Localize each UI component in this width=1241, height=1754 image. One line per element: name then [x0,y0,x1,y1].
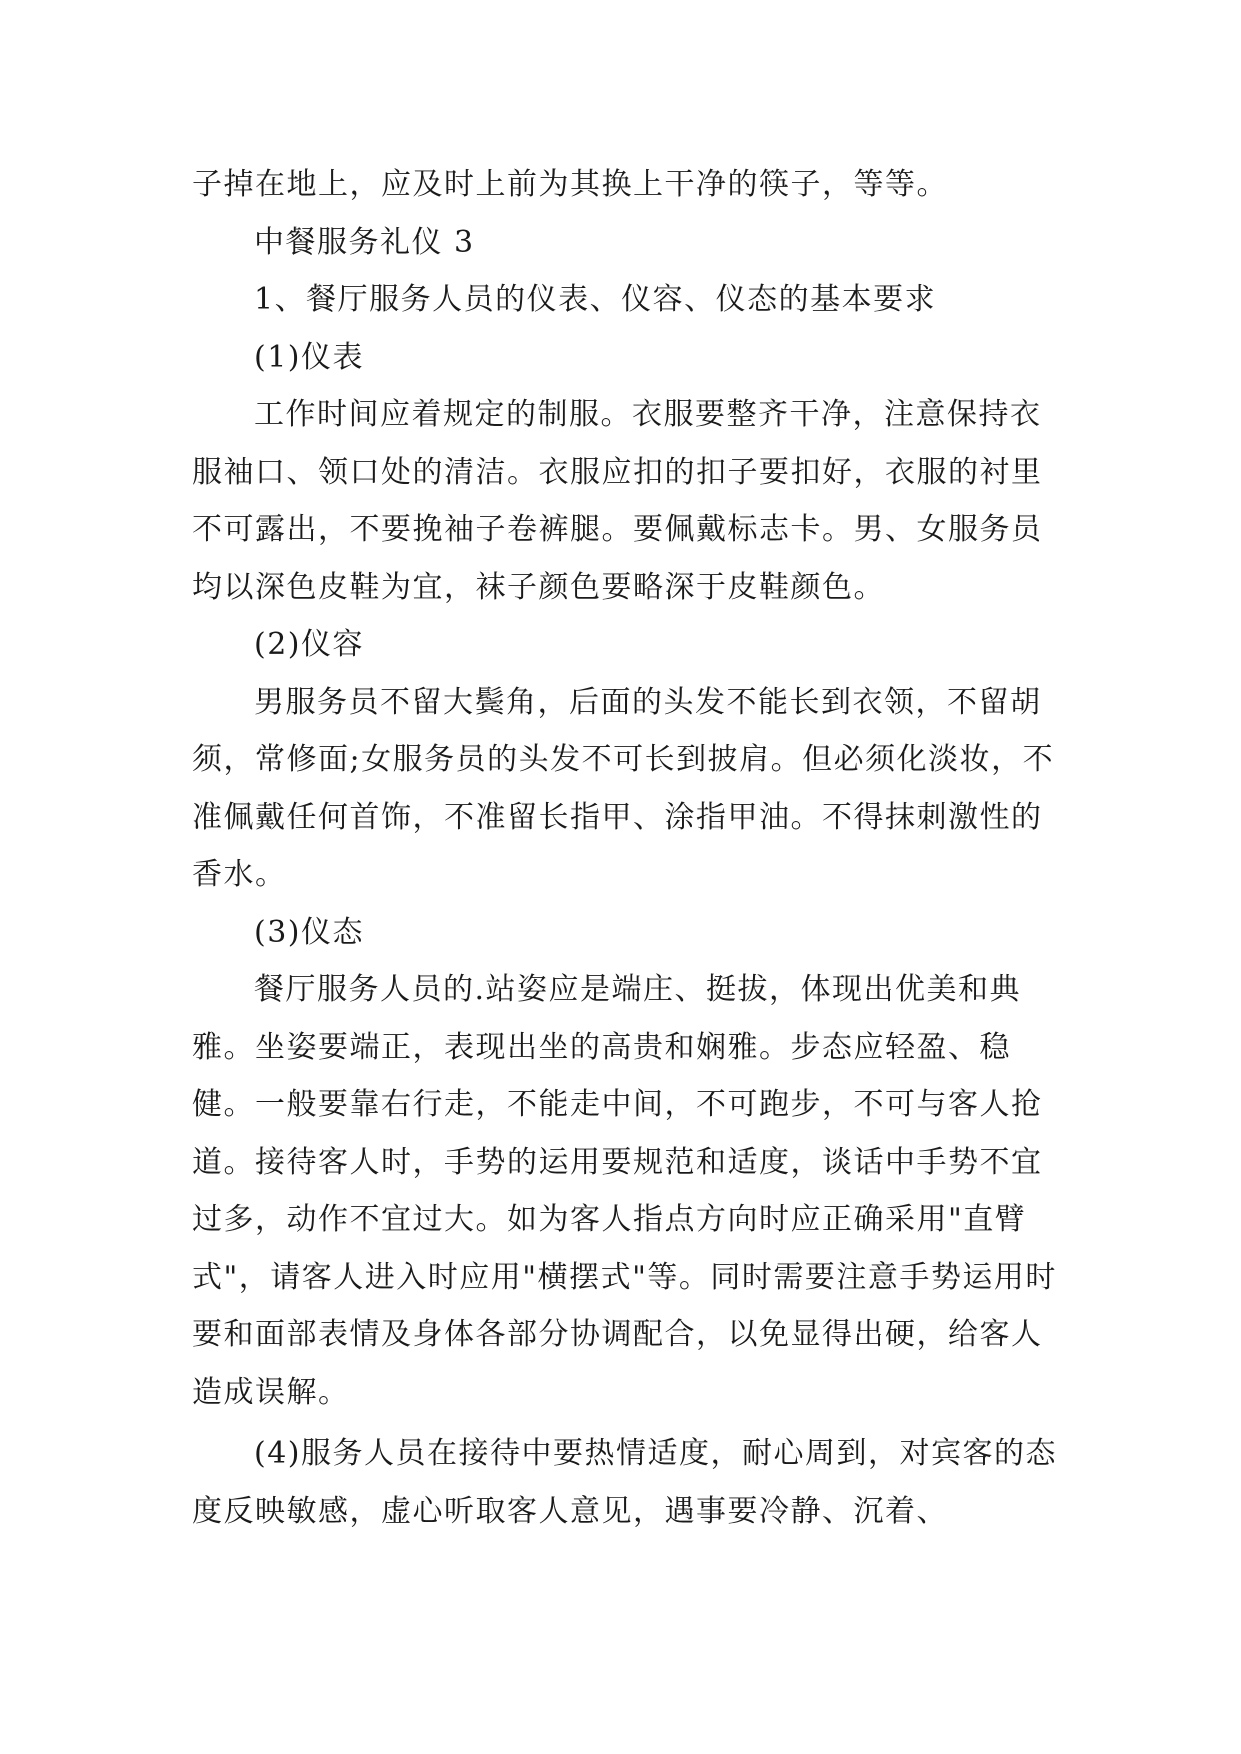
paragraph-appearance: 工作时间应着规定的制服。衣服要整齐干净，注意保持衣服袖口、领口处的清洁。衣服应扣的扣子要扣好，衣服的衬里不可露出，不要挽袖子卷裤腿。要佩戴标志卡。男、女服务员均以深色皮鞋为宜，袜子颜色要略深于皮鞋颜色。 [192,397,1043,605]
item-heading-posture: (3)仪态 [254,914,364,950]
paragraph-service-attitude: (4)服务人员在接待中要热情适度，耐心周到，对宾客的态度反映敏感，虚心听取客人意见，遇事要冷静、沉着、 [192,1436,1057,1529]
subsection-heading: 1、餐厅服务人员的仪表、仪容、仪态的基本要求 [254,282,937,317]
paragraph-continuation: 子掉在地上，应及时上前为其换上干净的筷子，等等。 [192,167,948,202]
paragraph-grooming: 男服务员不留大鬓角，后面的头发不能长到衣领，不留胡须，常修面;女服务员的头发不可长到披肩。但必须化淡妆，不准佩戴任何首饰，不准留长指甲、涂指甲油。不得抹刺激性的香水。 [192,684,1055,892]
section-heading: 中餐服务礼仪 3 [254,224,475,260]
paragraph-posture: 餐厅服务人员的.站姿应是端庄、挺拔，体现出优美和典雅。坐姿要端正，表现出坐的高贵和娴雅。步态应轻盈、稳健。一般要靠右行走，不能走中间，不可跑步，不可与客人抢道。接待客人时，手势的运用要规范和适度，谈话中手势不宜过多，动作不宜过大。如为客人指点方向时应正确采用"直臂式"，请客人进入时应用"横摆式"等。同时需要注意手势运用时要和面部表情及身体各部分协调配合，以免显得出硬，给客人造成误解。 [192,972,1057,1410]
item-heading-appearance: (1)仪表 [254,339,364,375]
document-body [192,156,1072,1540]
item-heading-grooming: (2)仪容 [254,627,364,662]
